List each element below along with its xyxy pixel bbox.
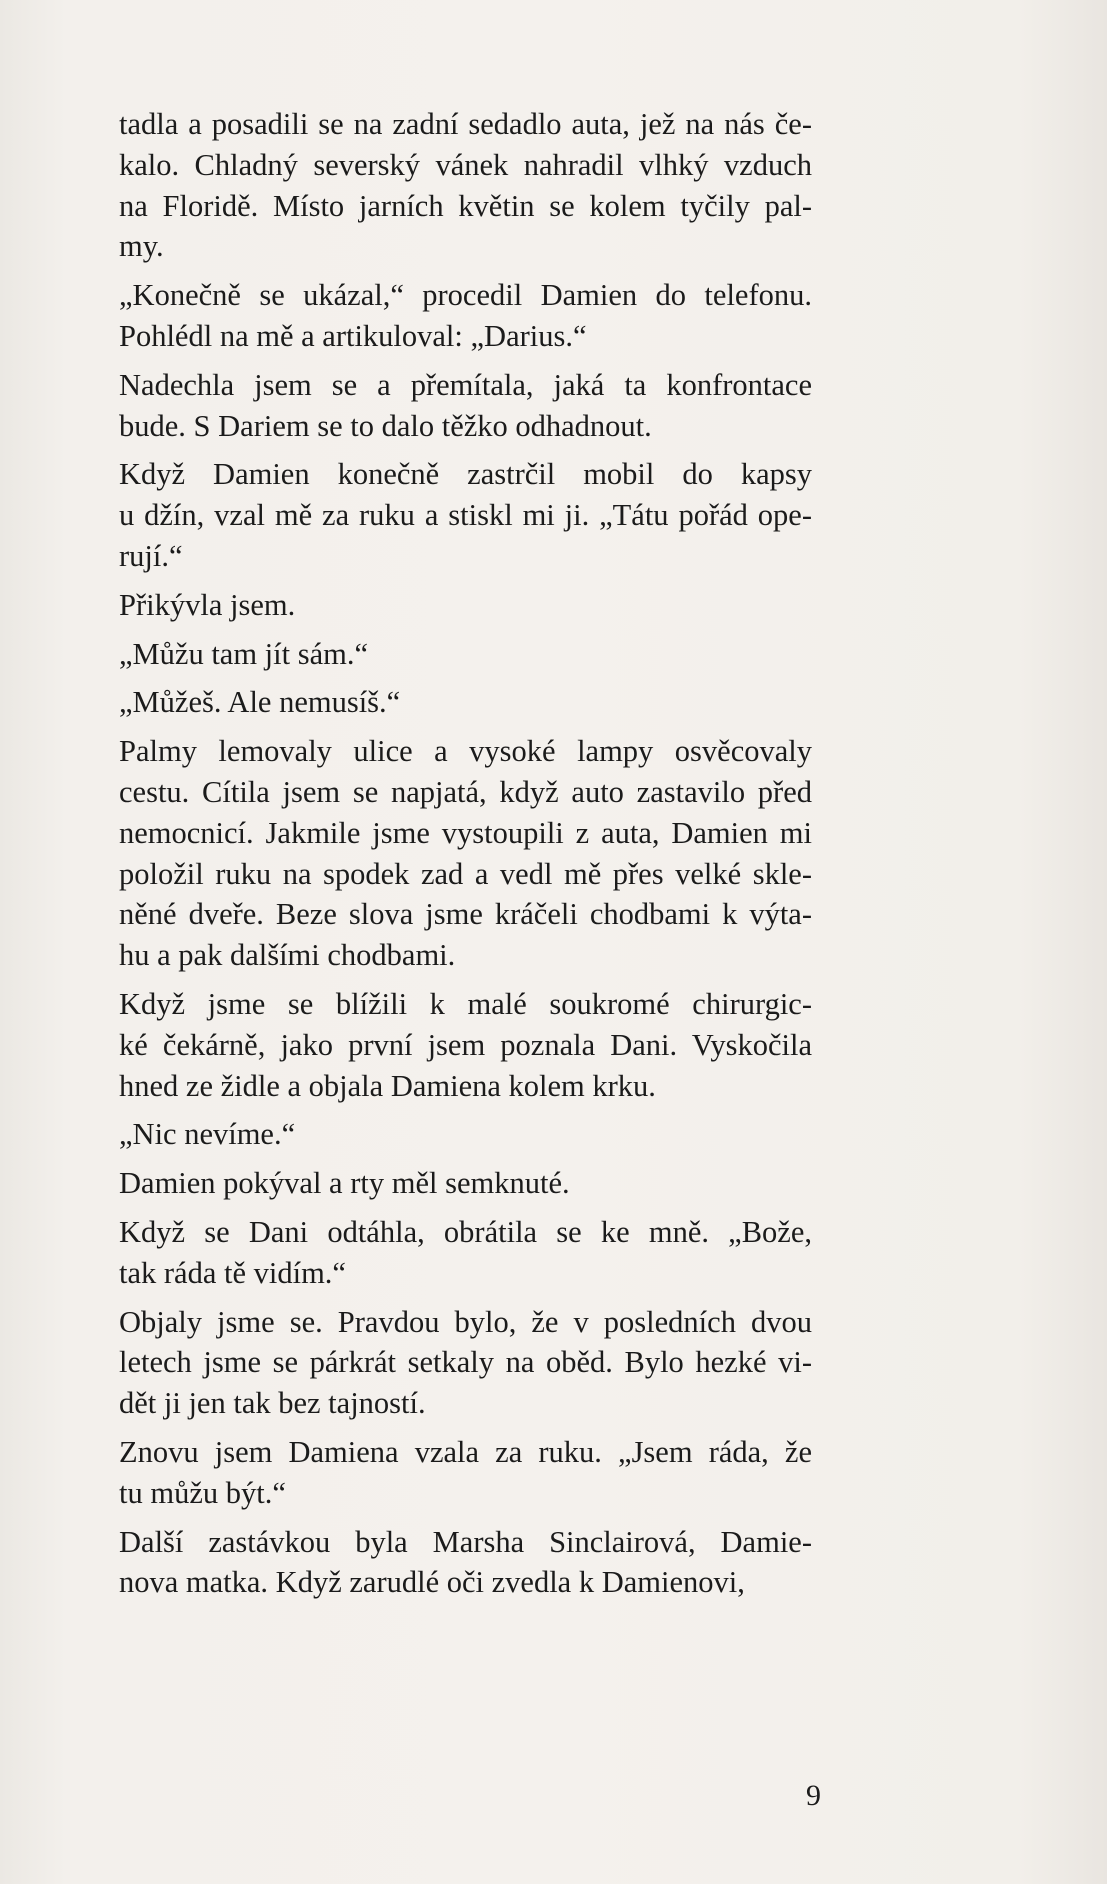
paragraph — [119, 1212, 812, 1294]
text-line: rují.“ — [119, 538, 183, 573]
paragraph — [119, 1302, 812, 1424]
paragraph — [119, 365, 812, 447]
paragraph — [119, 731, 812, 976]
text-line: Znovu jsem Damiena vzala za ruku. „Jsem ráda, že — [119, 1434, 812, 1469]
text-line: „Konečně se ukázal,“ procedil Damien do telefonu. — [119, 278, 812, 313]
paragraph — [119, 585, 812, 626]
text-line: „Nic nevíme.“ — [119, 1117, 296, 1152]
text-line: Přikývla jsem. — [119, 587, 296, 622]
text-line: něné dveře. Beze slova jsme kráčeli chodbami k výta- — [119, 897, 812, 932]
paragraph — [119, 682, 812, 723]
text-line: Pohlédl na mě a artikuloval: „Darius.“ — [119, 318, 587, 353]
text-line: hu a pak dalšími chodbami. — [119, 938, 456, 973]
text-line: „Můžeš. Ale nemusíš.“ — [119, 685, 401, 720]
text-line: my. — [119, 229, 164, 264]
text-line: cestu. Cítila jsem se napjatá, když auto zastavilo před — [119, 774, 812, 809]
text-line: nemocnicí. Jakmile jsme vystoupili z auta, Damien mi — [119, 815, 812, 850]
text-line: tadla a posadili se na zadní sedadlo auta, jež na nás če- — [119, 107, 812, 141]
text-line: Palmy lemovaly ulice a vysoké lampy osvěcovaly — [119, 734, 812, 769]
text-line: ké čekárně, jako první jsem poznala Dani. Vyskočila — [119, 1027, 812, 1062]
text-line: Damien pokýval a rty měl semknuté. — [119, 1166, 570, 1201]
text-line: u džín, vzal mě za ruku a stiskl mi ji. „Tátu pořád ope- — [119, 498, 812, 533]
paragraph — [119, 984, 812, 1106]
paragraph — [119, 275, 812, 357]
page-number: 9 — [806, 1779, 821, 1812]
text-line: hned ze židle a objala Damiena kolem krku. — [119, 1068, 656, 1103]
paragraph — [119, 104, 812, 267]
text-line: kalo. Chladný severský vánek nahradil vlhký vzduch — [119, 147, 812, 182]
paragraph — [119, 1522, 812, 1604]
paragraph — [119, 634, 812, 675]
text-line: Když se Dani odtáhla, obrátila se ke mně. „Bože, — [119, 1214, 812, 1249]
text-line: „Můžu tam jít sám.“ — [119, 636, 369, 671]
text-line: Nadechla jsem se a přemítala, jaká ta konfrontace — [119, 367, 812, 402]
text-line: Když Damien konečně zastrčil mobil do kapsy — [119, 457, 812, 492]
text-line: položil ruku na spodek zad a vedl mě přes velké skle- — [119, 856, 812, 891]
text-line: Další zastávkou byla Marsha Sinclairová, Damie- — [119, 1524, 812, 1559]
text-line: tu můžu být.“ — [119, 1475, 286, 1510]
paragraph — [119, 1432, 812, 1514]
paragraph — [119, 1163, 812, 1204]
text-line: na Floridě. Místo jarních květin se kolem tyčily pal- — [119, 188, 812, 223]
text-line: bude. S Dariem se to dalo těžko odhadnout. — [119, 408, 652, 443]
text-line: letech jsme se párkrát setkaly na oběd. Bylo hezké vi- — [119, 1345, 812, 1380]
text-line: Když jsme se blížili k malé soukromé chirurgic- — [119, 986, 812, 1021]
body-text — [119, 104, 812, 1611]
text-line: tak ráda tě vidím.“ — [119, 1255, 346, 1290]
text-line: Objaly jsme se. Pravdou bylo, že v posledních dvou — [119, 1304, 812, 1339]
paragraph — [119, 1114, 812, 1155]
paragraph — [119, 454, 812, 576]
text-line: nova matka. Když zarudlé oči zvedla k Damienovi, — [119, 1565, 745, 1600]
text-line: dět ji jen tak bez tajností. — [119, 1386, 426, 1421]
